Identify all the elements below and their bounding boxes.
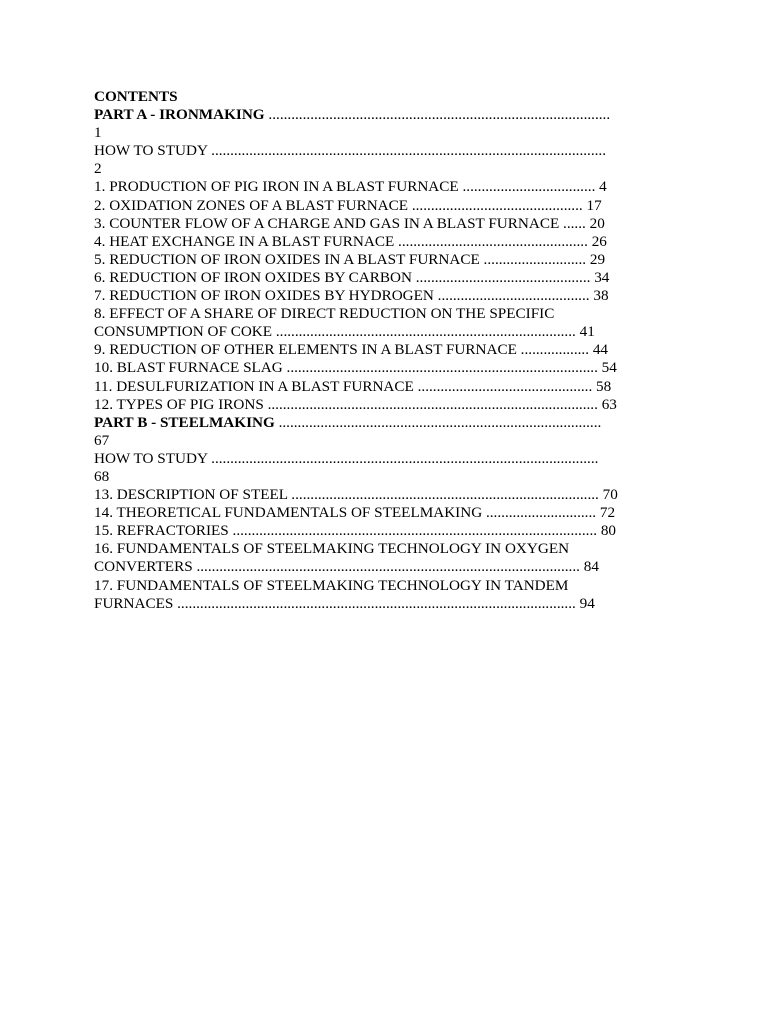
toc-entry-text: 11. DESULFURIZATION IN A BLAST FURNACE .............................................. 58 [94,377,612,395]
toc-entry-text: 9. REDUCTION OF OTHER ELEMENTS IN A BLAST FURNACE .................. 44 [94,341,609,359]
toc-entry-text: 14. THEORETICAL FUNDAMENTALS OF STEELMAKING ............................. 72 [94,504,616,522]
toc-entry [94,486,674,504]
toc-entry-text: CONSUMPTION OF COKE ............................................................................... 41 [94,323,595,341]
toc-entry [94,432,674,450]
toc-entries [94,106,674,613]
toc-entry [94,215,674,233]
toc-entry [94,504,674,522]
toc-entry-text: 15. REFRACTORIES ................................................................................................ 80 [94,522,617,540]
toc-entry-text: 7. REDUCTION OF IRON OXIDES BY HYDROGEN ........................................ 38 [94,287,609,305]
toc-entry-text: 5. REDUCTION OF IRON OXIDES IN A BLAST FURNACE ........................... 29 [94,250,606,268]
toc-entry [94,522,674,540]
toc-entry-text: HOW TO STUDY ...................................................................................................... [94,449,599,467]
toc-entry [94,468,674,486]
toc-entry-text: 13. DESCRIPTION OF STEEL ................................................................................. 70 [94,486,618,504]
toc-entry [94,124,674,142]
toc-entry [94,378,674,396]
toc-entry-text: 68 [94,467,110,485]
toc-entry [94,142,674,160]
toc-entry-text: .......................................................................................... [264,106,611,124]
toc-entry [94,106,674,124]
toc-part-title: PART B - STEELMAKING [94,413,275,431]
toc-entry-text: 3. COUNTER FLOW OF A CHARGE AND GAS IN A BLAST FURNACE ...... 20 [94,214,605,232]
toc-entry [94,540,674,558]
table-of-contents [94,88,674,613]
contents-heading: CONTENTS [94,88,178,105]
toc-entry-text: 10. BLAST FURNACE SLAG .................................................................................. 54 [94,359,617,377]
toc-entry-text: 67 [94,431,110,449]
toc-entry-text: 17. FUNDAMENTALS OF STEELMAKING TECHNOLOGY IN TANDEM [94,576,569,594]
toc-entry [94,595,674,613]
toc-entry-text: 4. HEAT EXCHANGE IN A BLAST FURNACE .................................................. 26 [94,232,607,250]
toc-entry-text: 2 [94,160,102,178]
toc-entry-text: 2. OXIDATION ZONES OF A BLAST FURNACE ............................................. 17 [94,196,602,214]
toc-entry [94,558,674,576]
toc-entry-text: 12. TYPES OF PIG IRONS ....................................................................................... 63 [94,395,617,413]
toc-entry [94,577,674,595]
toc-entry [94,178,674,196]
toc-entry-text: ..................................................................................... [274,413,602,431]
toc-entry [94,287,674,305]
toc-entry-text: CONVERTERS ..................................................................................................... 84 [94,558,599,576]
toc-entry-text: 8. EFFECT OF A SHARE OF DIRECT REDUCTION ON THE SPECIFIC [94,305,555,323]
toc-entry [94,359,674,377]
toc-entry-text: FURNACES ......................................................................................................... 94 [94,594,595,612]
toc-entry [94,160,674,178]
toc-entry [94,414,674,432]
toc-entry [94,269,674,287]
toc-entry [94,396,674,414]
toc-entry [94,305,674,323]
toc-entry [94,251,674,269]
toc-entry [94,323,674,341]
toc-part-title: PART A - IRONMAKING [94,106,265,124]
toc-entry [94,450,674,468]
toc-entry-text: 1 [94,124,102,142]
toc-entry-text: 1. PRODUCTION OF PIG IRON IN A BLAST FURNACE ................................... 4 [94,178,607,196]
toc-entry-text: HOW TO STUDY ........................................................................................................ [94,142,607,160]
toc-entry [94,197,674,215]
toc-entry-text: 16. FUNDAMENTALS OF STEELMAKING TECHNOLOGY IN OXYGEN [94,540,570,558]
toc-entry [94,233,674,251]
toc-entry-text: 6. REDUCTION OF IRON OXIDES BY CARBON .............................................. 34 [94,268,610,286]
toc-entry [94,341,674,359]
